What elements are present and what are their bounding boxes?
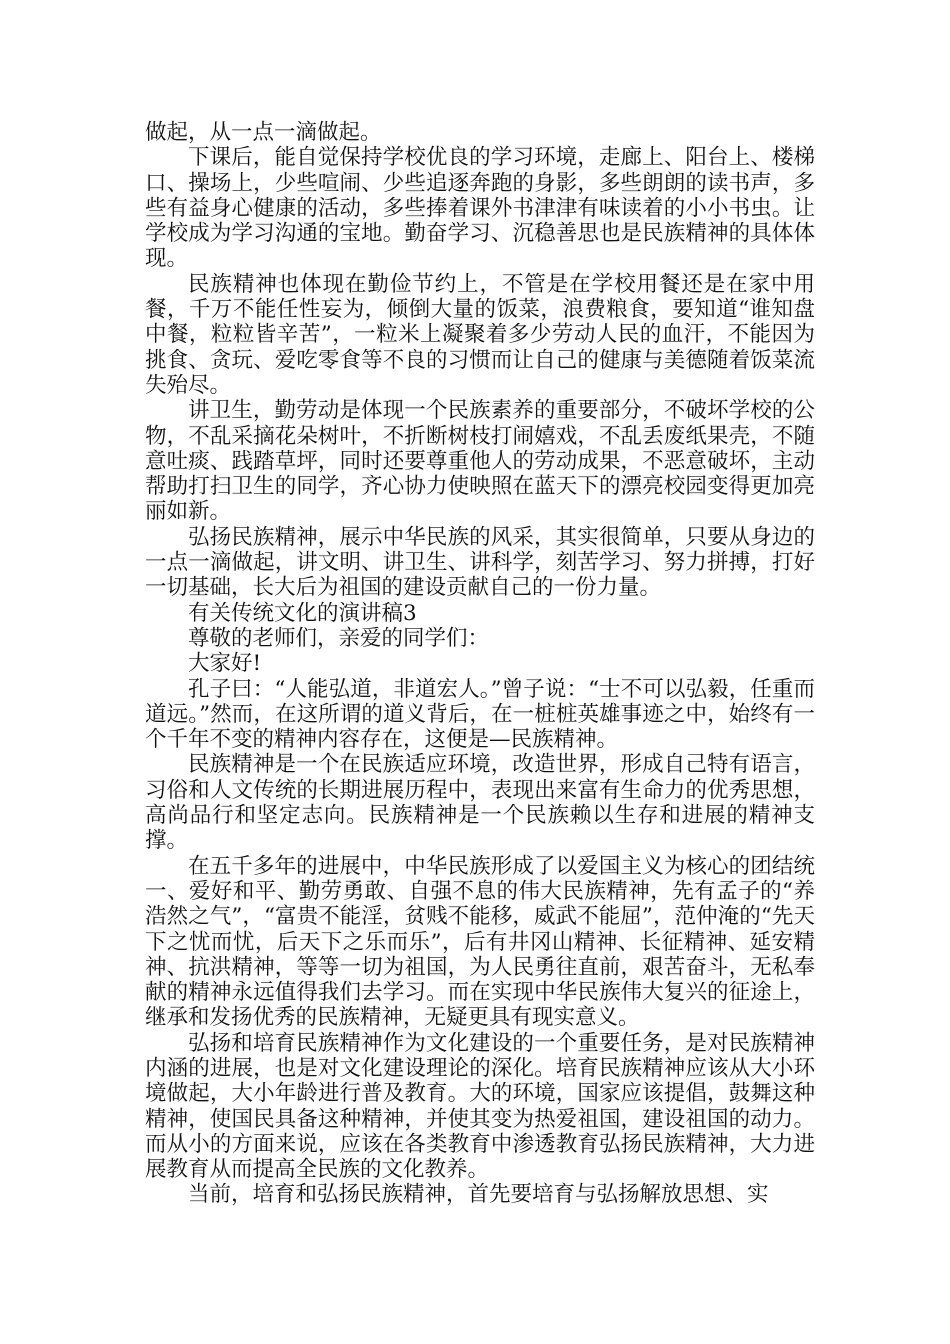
paragraph: 讲卫生，勤劳动是体现一个民族素养的重要部分，不破坏学校的公物，不乱采摘花朵树叶，不折断树枝打闹嬉戏，不乱丢废纸果壳，不随意吐痰、践踏草坪，同时还要尊重他人的劳动成果，不恶意破坏，主动帮助打扫卫生的同学，齐心协力使映照在蓝天下的漂亮校园变得更加亮丽如新。 — [145, 398, 815, 525]
paragraph: 孔子曰：“人能弘道，非道宏人。”曾子说：“士不可以弘毅，任重而道远。”然而，在这所谓的道义背后，在一桩桩英雄事迹之中，始终有一个千年不变的精神内容存在，这便是—民族精神。 — [145, 676, 815, 753]
greeting: 大家好! — [188, 651, 262, 677]
salutation: 尊敬的老师们，亲爱的同学们： — [188, 625, 490, 651]
paragraph: 弘扬和培育民族精神作为文化建设的一个重要任务，是对民族精神内涵的进展，也是对文化建设理论的深化。培育民族精神应该从大小环境做起，大小年龄进行普及教育。大的环境，国家应该提倡，鼓舞这种精神，使国民具备这种精神，并使其变为热爱祖国，建设祖国的动力。而从小的方面来说，应该在各类教育中渗透教育弘扬民族精神，大力进展教育从而提高全民族的文化教养。 — [145, 1030, 815, 1183]
paragraph: 下课后，能自觉保持学校优良的学习环境，走廊上、阳台上、楼梯口、操场上，少些喧闹、少些追逐奔跑的身影，多些朗朗的读书声，多些有益身心健康的活动，多些捧着课外书津津有味读着的小小书虫。让学校成为学习沟通的宝地。勤奋学习、沉稳善思也是民族精神的具体体现。 — [145, 145, 815, 272]
paragraph: 民族精神也体现在勤俭节约上，不管是在学校用餐还是在家中用餐，千万不能任性妄为，倾倒大量的饭菜，浪费粮食，要知道“谁知盘中餐，粒粒皆辛苦”，一粒米上凝聚着多少劳动人民的血汗，不能因为挑食、贪玩、爱吃零食等不良的习惯而让自己的健康与美德随着饭菜流失殆尽。 — [145, 271, 815, 398]
paragraph-continuation: 做起，从一点一滴做起。 — [145, 120, 382, 145]
section-heading: 有关传统文化的演讲稿3 — [188, 600, 417, 626]
paragraph: 弘扬民族精神，展示中华民族的风采，其实很简单，只要从身边的一点一滴做起，讲文明、讲卫生、讲科学，刻苦学习、努力拼搏，打好一切基础，长大后为祖国的建设贡献自己的一份力量。 — [145, 524, 815, 601]
paragraph: 在五千多年的进展中，中华民族形成了以爱国主义为核心的团结统一、爱好和平、勤劳勇敢、自强不息的伟大民族精神，先有孟子的“养浩然之气”，“富贵不能淫，贫贱不能移，威武不能屈”，范仲淹的“先天下之忧而忧，后天下之乐而乐”，后有井冈山精神、长征精神、延安精神、抗洪精神，等等一切为祖国，为人民勇往直前，艰苦奋斗，无私奉献的精神永远值得我们去学习。而在实现中华民族伟大复兴的征途上，继承和发扬优秀的民族精神，无疑更具有现实意义。 — [145, 853, 815, 1031]
document-page — [145, 120, 815, 1208]
paragraph: 民族精神是一个在民族适应环境，改造世界，形成自己特有语言，习俗和人文传统的长期进展历程中，表现出来富有生命力的优秀思想，高尚品行和坚定志向。民族精神是一个民族赖以生存和进展的精神支撑。 — [145, 752, 815, 854]
paragraph-truncated: 当前，培育和弘扬民族精神，首先要培育与弘扬解放思想、实 — [188, 1182, 769, 1208]
